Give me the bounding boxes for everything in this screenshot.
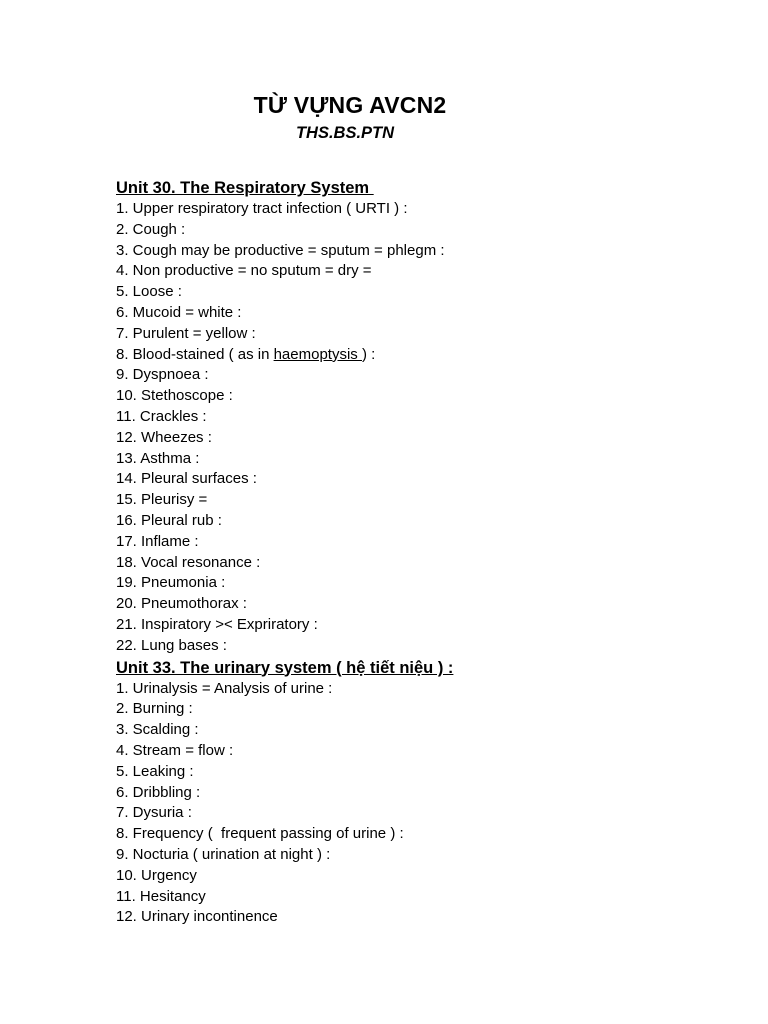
list-item: 18. Vocal resonance : bbox=[116, 553, 261, 571]
list-item: 21. Inspiratory >< Expriratory : bbox=[116, 615, 318, 633]
list-item: 10. Urgency bbox=[116, 866, 197, 884]
list-item: 10. Stethoscope : bbox=[116, 387, 233, 405]
list-item: 2. Burning : bbox=[116, 700, 193, 718]
list-item: 3. Cough may be productive = sputum = phlegm : bbox=[116, 241, 445, 259]
document-content bbox=[116, 177, 736, 928]
list-item: 8. Frequency ( frequent passing of urine ) : bbox=[116, 825, 404, 843]
list-item: 6. Dribbling : bbox=[116, 783, 201, 801]
unit30-heading: Unit 30. The Respiratory System bbox=[116, 179, 374, 197]
list-item: 16. Pleural rub : bbox=[116, 511, 222, 529]
list-item: 7. Purulent = yellow : bbox=[116, 324, 256, 342]
document-title: TỪ VỰNG AVCN2 bbox=[253, 92, 447, 118]
list-item: 12. Urinary incontinence bbox=[116, 908, 278, 926]
list-item: 2. Cough : bbox=[116, 220, 186, 238]
list-item: 1. Upper respiratory tract infection ( URTI ) : bbox=[116, 200, 408, 217]
list-item: 7. Dysuria : bbox=[116, 804, 192, 822]
list-item: 20. Pneumothorax : bbox=[116, 595, 247, 613]
list-item: 14. Pleural surfaces : bbox=[116, 470, 257, 488]
unit30-list bbox=[116, 199, 736, 657]
list-item: 12. Wheezes : bbox=[116, 428, 212, 446]
list-item: 5. Leaking : bbox=[116, 762, 194, 780]
list-item: 6. Mucoid = white : bbox=[116, 303, 242, 321]
list-item: 5. Loose : bbox=[116, 283, 182, 301]
list-item: 1. Urinalysis = Analysis of urine : bbox=[116, 679, 333, 697]
list-item: 11. Crackles : bbox=[116, 407, 207, 425]
list-item bbox=[116, 345, 736, 366]
list-item: 9. Nocturia ( urination at night ) : bbox=[116, 845, 331, 863]
list-item: 4. Stream = flow : bbox=[116, 741, 234, 759]
document-subtitle: THS.BS.PTN bbox=[295, 124, 395, 142]
list-item: 11. Hesitancy bbox=[116, 887, 206, 905]
list-item: 9. Dyspnoea : bbox=[116, 366, 209, 384]
item-text-tail: ) : bbox=[361, 345, 376, 363]
list-item: 22. Lung bases : bbox=[116, 636, 227, 654]
unit33-heading: Unit 33. The urinary system ( hệ tiết niệu ) : bbox=[116, 658, 454, 677]
list-item: 15. Pleurisy = bbox=[116, 491, 208, 509]
item-text: 8. Blood-stained ( as in bbox=[116, 345, 274, 363]
underlined-term: haemoptysis bbox=[273, 345, 362, 363]
list-item: 4. Non productive = no sputum = dry = bbox=[116, 262, 372, 280]
list-item: 3. Scalding : bbox=[116, 721, 199, 739]
list-item: 19. Pneumonia : bbox=[116, 574, 226, 592]
list-item: 17. Inflame : bbox=[116, 532, 199, 550]
list-item: 13. Asthma : bbox=[116, 449, 200, 467]
unit33-list bbox=[116, 679, 736, 929]
